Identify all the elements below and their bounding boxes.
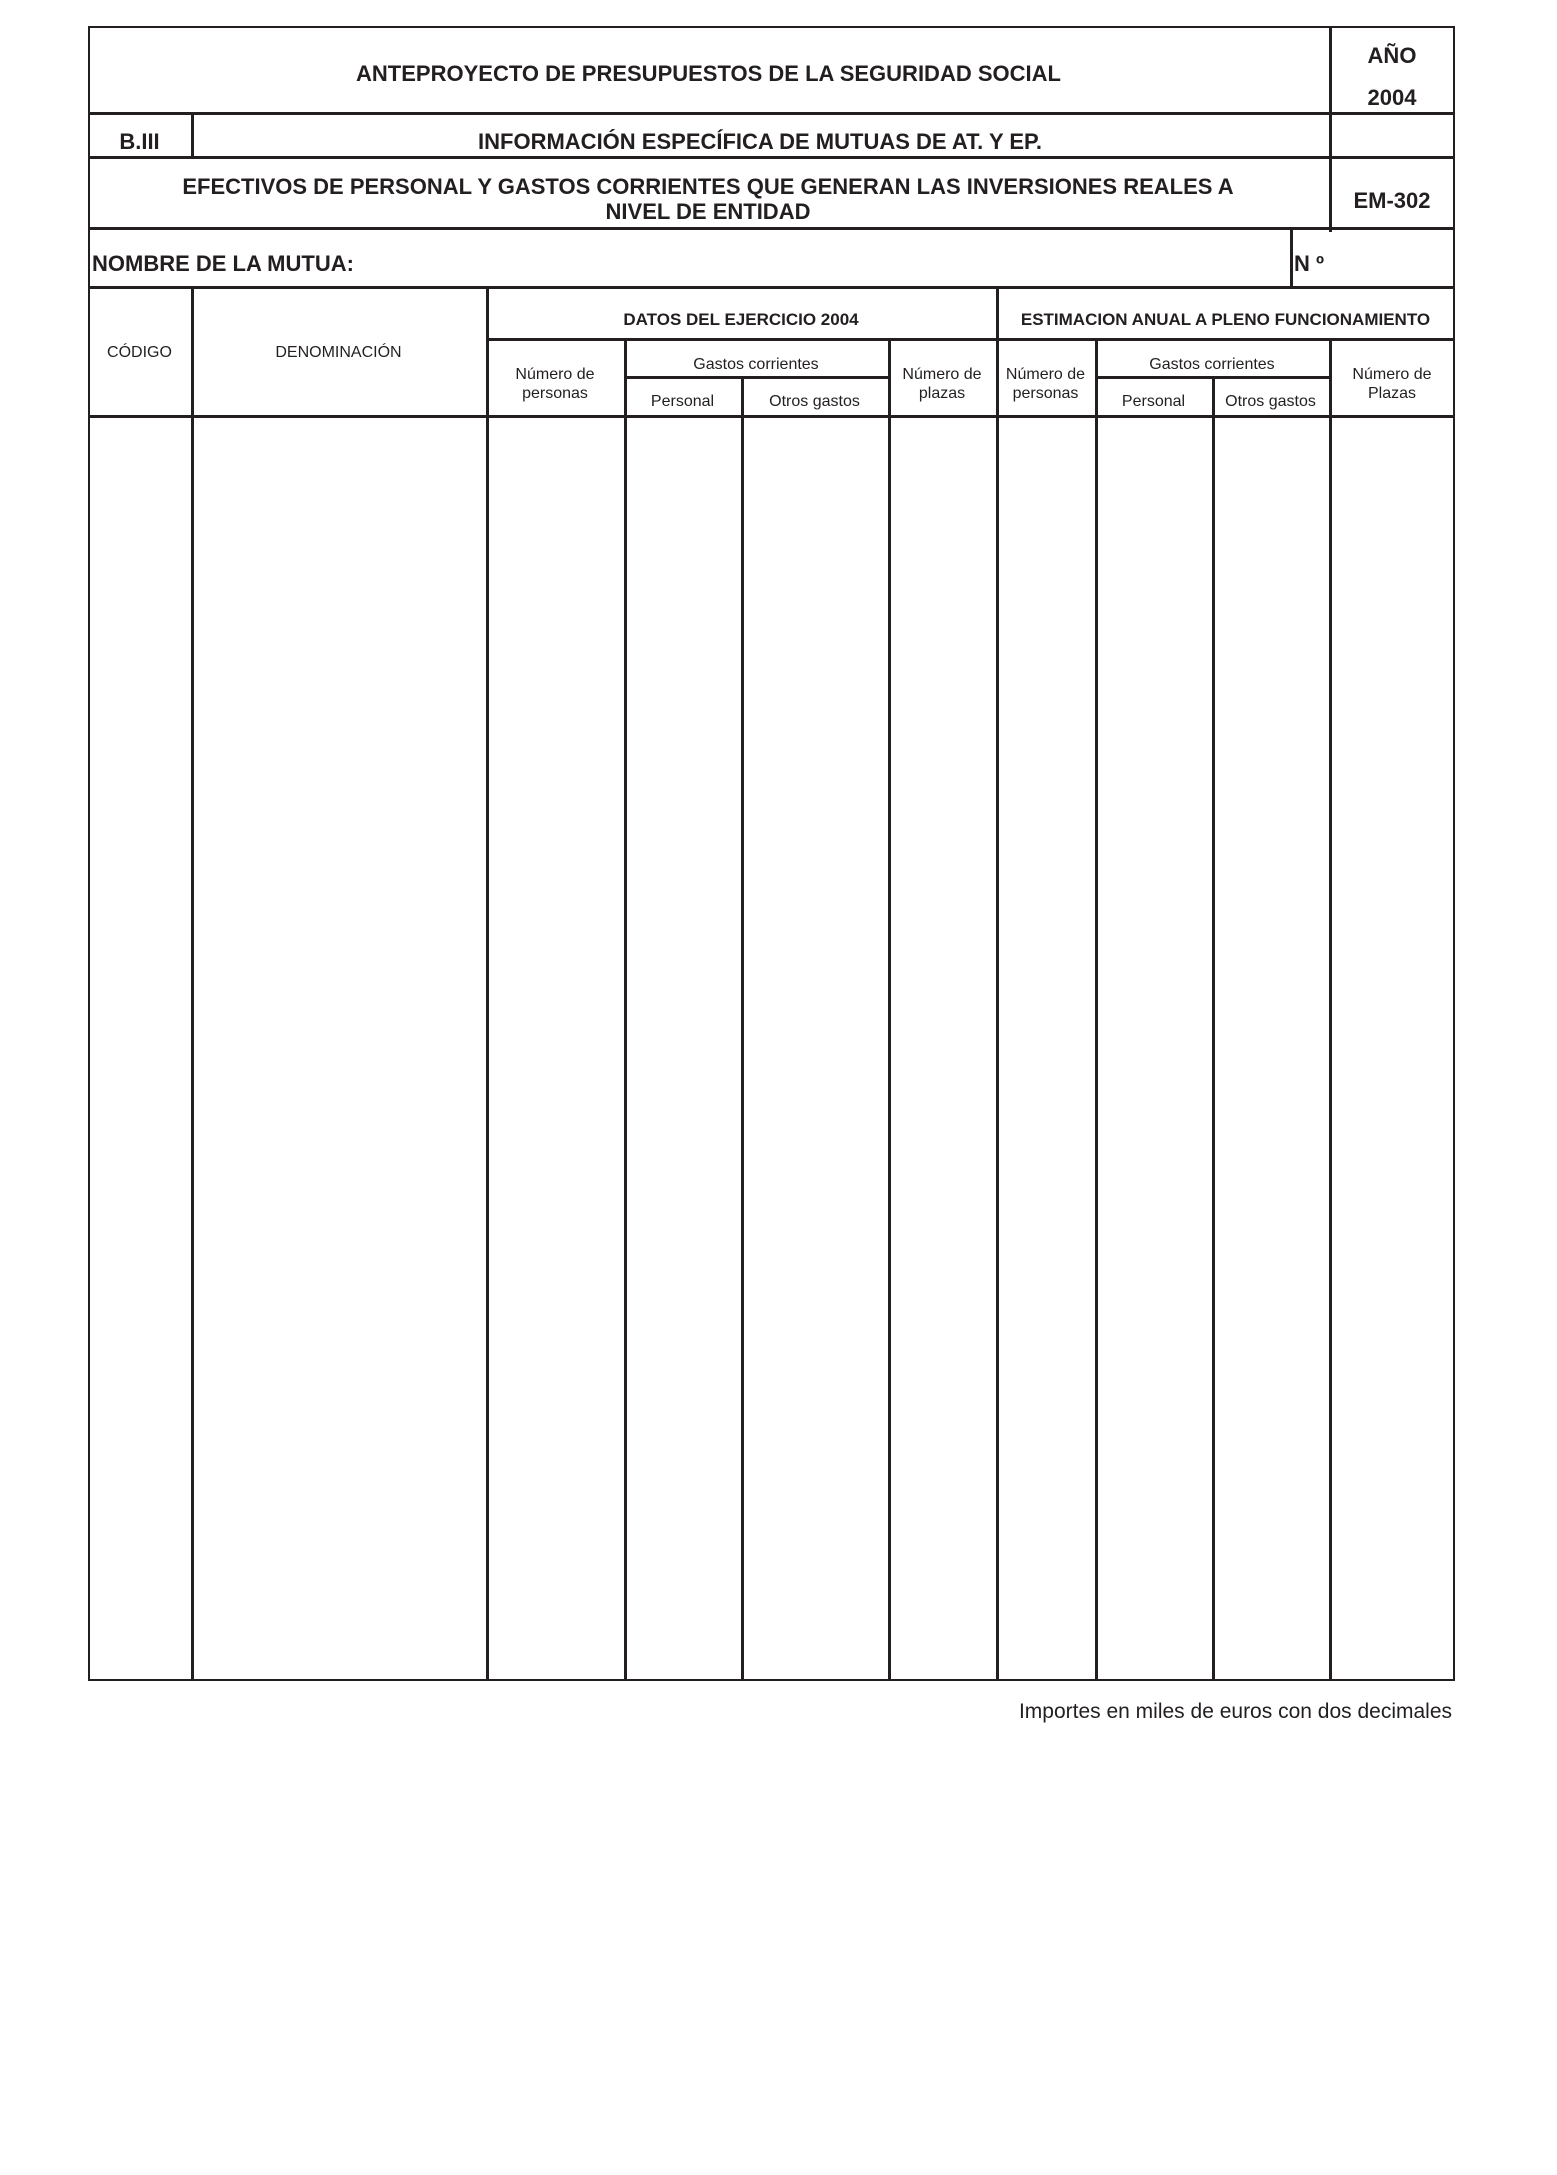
g1-persons-line1: Número de: [515, 366, 595, 383]
g1-persons-line2: personas: [522, 385, 588, 402]
section-code: B.III: [119, 129, 160, 154]
divider: [88, 156, 1455, 159]
divider: [1329, 338, 1332, 1681]
divider: [191, 286, 194, 1681]
form-code: EM-302: [1353, 188, 1431, 213]
g1-other-header: Otros gastos: [769, 393, 860, 410]
column-header-code: CÓDIGO: [107, 344, 172, 361]
divider: [88, 286, 1455, 289]
mutua-name-label: NOMBRE DE LA MUTUA:: [92, 251, 354, 276]
form-title-line2: NIVEL DE ENTIDAD: [605, 199, 811, 224]
year-label: AÑO: [1367, 43, 1417, 68]
divider: [88, 227, 1455, 230]
column-header-name: DENOMINACIÓN: [275, 344, 402, 361]
divider: [486, 338, 1455, 341]
mutua-number-label: N º: [1294, 251, 1325, 276]
g2-other-header: Otros gastos: [1225, 393, 1316, 410]
divider: [624, 376, 888, 379]
divider: [486, 286, 489, 1681]
divider: [1212, 376, 1215, 1681]
year-value: 2004: [1367, 85, 1417, 110]
divider: [1095, 338, 1098, 1681]
g1-places-line1: Número de: [902, 366, 982, 383]
footer-note: Importes en miles de euros con dos decimales: [1018, 1700, 1452, 1723]
divider: [741, 376, 744, 1681]
g2-places-line2: Plazas: [1367, 385, 1417, 402]
divider: [88, 112, 1455, 115]
g1-places-line2: plazas: [918, 385, 966, 402]
g2-personal-header: Personal: [1121, 393, 1186, 410]
section-title: INFORMACIÓN ESPECÍFICA DE MUTUAS DE AT. Y EP.: [478, 129, 1042, 154]
g1-personal-header: Personal: [650, 393, 715, 410]
document-title: ANTEPROYECTO DE PRESUPUESTOS DE LA SEGURIDAD SOCIAL: [356, 61, 1061, 86]
divider: [996, 286, 999, 1681]
g2-expenses-header: Gastos corrientes: [1149, 356, 1275, 373]
budget-form: [88, 26, 1455, 1681]
form-title-line1: EFECTIVOS DE PERSONAL Y GASTOS CORRIENTES QUE GENERAN LAS INVERSIONES REALES A: [182, 174, 1234, 199]
divider: [888, 338, 891, 1681]
divider: [88, 415, 1455, 418]
g2-places-line1: Número de: [1352, 366, 1432, 383]
g2-persons-line2: personas: [1012, 385, 1079, 402]
group-header-2004: DATOS DEL EJERCICIO 2004: [623, 310, 859, 329]
divider: [624, 338, 627, 1681]
g1-expenses-header: Gastos corrientes: [693, 356, 819, 373]
divider: [1290, 227, 1293, 287]
group-header-estimation: ESTIMACION ANUAL A PLENO FUNCIONAMIENTO: [1020, 310, 1431, 329]
g2-persons-line1: Número de: [1005, 366, 1086, 383]
